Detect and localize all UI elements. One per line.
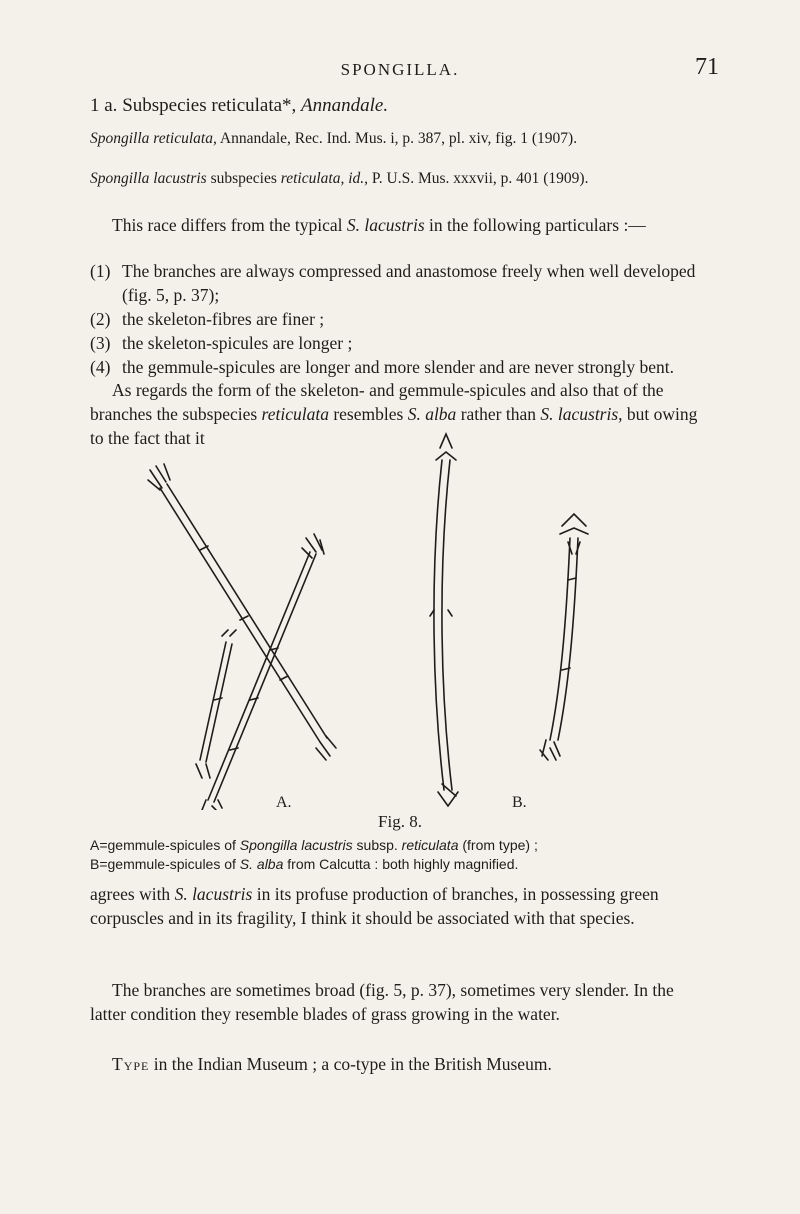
paragraph-differences xyxy=(90,213,710,237)
caption-text-c: subsp. xyxy=(356,837,398,853)
figure-8-illustration xyxy=(130,430,670,810)
particulars-list xyxy=(90,259,710,379)
list-item xyxy=(90,259,710,307)
synonym-2-ref: P. U.S. Mus. xxxvii, p. 401 (1909). xyxy=(371,170,589,187)
para3-lacustris: S. lacustris xyxy=(174,884,253,904)
para2-text-a: As regards the form of the skeleton- and gemmule-spicules and also that of the branches the subspecies xyxy=(90,380,664,424)
para1-species: S. lacustris xyxy=(346,215,425,235)
running-head xyxy=(0,54,800,90)
spicule-a3 xyxy=(196,630,236,778)
caption-subspecies: reticulata xyxy=(401,837,459,853)
figure-label-a: A. xyxy=(276,794,292,811)
spicule-a2 xyxy=(202,534,324,810)
list-item-number: (2) xyxy=(90,309,111,329)
synonym-1 xyxy=(90,129,729,148)
spicule-drawing xyxy=(130,430,670,810)
para2-reticulata: reticulata xyxy=(261,404,329,424)
figure-number: Fig. 8. xyxy=(378,812,422,831)
running-title: SPONGILLA. xyxy=(340,60,460,79)
para3-text-c: in its profuse production of branches, in possessing green corpuscles and in its fragility, I think it should be associated with that species. xyxy=(90,884,659,928)
list-item xyxy=(90,355,710,379)
caption-text-f: B=gemmule-spicules of xyxy=(90,856,236,872)
caption-text-e: (from type) ; xyxy=(462,837,538,853)
synonym-2 xyxy=(90,169,729,188)
subspecies-heading xyxy=(90,94,710,118)
synonym-1-name: Spongilla reticulata, xyxy=(90,130,217,147)
synonym-1-ref: Annandale, Rec. Ind. Mus. i, p. 387, pl. xiv, fig. 1 (1907). xyxy=(219,130,578,147)
paragraph-branches: The branches are sometimes broad (fig. 5, p. 37), sometimes very slender. In the latter condition they resemble blades of grass growing in the water. xyxy=(90,980,674,1024)
list-item-text: the gemmule-spicules are longer and more slender and are never strongly bent. xyxy=(122,357,675,377)
figure-caption xyxy=(90,836,720,874)
para3-text-a: agrees with xyxy=(90,884,171,904)
heading-author: Annandale. xyxy=(301,95,389,116)
para2-text-e: rather than xyxy=(460,404,536,424)
page-number: 71 xyxy=(695,54,719,80)
para2-text-g: but owing to the fact that it xyxy=(90,404,698,448)
figure-label-b: B. xyxy=(512,794,527,811)
list-item xyxy=(90,331,710,355)
para2-lacustris: S. lacustris, xyxy=(540,404,623,424)
caption-species-b: S. alba xyxy=(239,856,284,872)
list-item-number: (3) xyxy=(90,333,111,353)
caption-species-a: Spongilla lacustris xyxy=(239,837,353,853)
caption-text-a: A=gemmule-spicules of xyxy=(90,837,236,853)
synonym-2-mid: subspecies xyxy=(210,170,277,187)
list-item xyxy=(90,307,710,331)
type-text: in the Indian Museum ; a co-type in the British Museum. xyxy=(153,1054,552,1074)
list-item-number: (4) xyxy=(90,357,111,377)
paragraph-type xyxy=(90,1052,710,1076)
list-item-text: The branches are always compressed and anastomose freely when well developed (fig. 5, p. 37); xyxy=(122,261,696,305)
list-item-text: the skeleton-fibres are finer ; xyxy=(122,309,325,329)
list-item-text: the skeleton-spicules are longer ; xyxy=(122,333,353,353)
type-word: Type xyxy=(112,1054,150,1074)
synonym-2-name: Spongilla lacustris xyxy=(90,170,207,187)
para1-post: in the following particulars :— xyxy=(429,215,646,235)
list-item-number: (1) xyxy=(90,261,111,281)
para2-text-c: resembles xyxy=(333,404,404,424)
caption-text-h: from Calcutta : both highly magnified. xyxy=(287,856,519,872)
paragraph-association xyxy=(90,882,710,930)
spicule-b1 xyxy=(430,434,458,806)
spicule-b2 xyxy=(540,514,588,760)
para2-alba: S. alba xyxy=(407,404,457,424)
heading-text: Subspecies reticulata*, xyxy=(122,95,297,116)
heading-label: 1 a. xyxy=(90,95,118,116)
synonym-2-name2: reticulata, id., xyxy=(280,170,368,187)
para1-pre: This race differs from the typical xyxy=(112,215,343,235)
